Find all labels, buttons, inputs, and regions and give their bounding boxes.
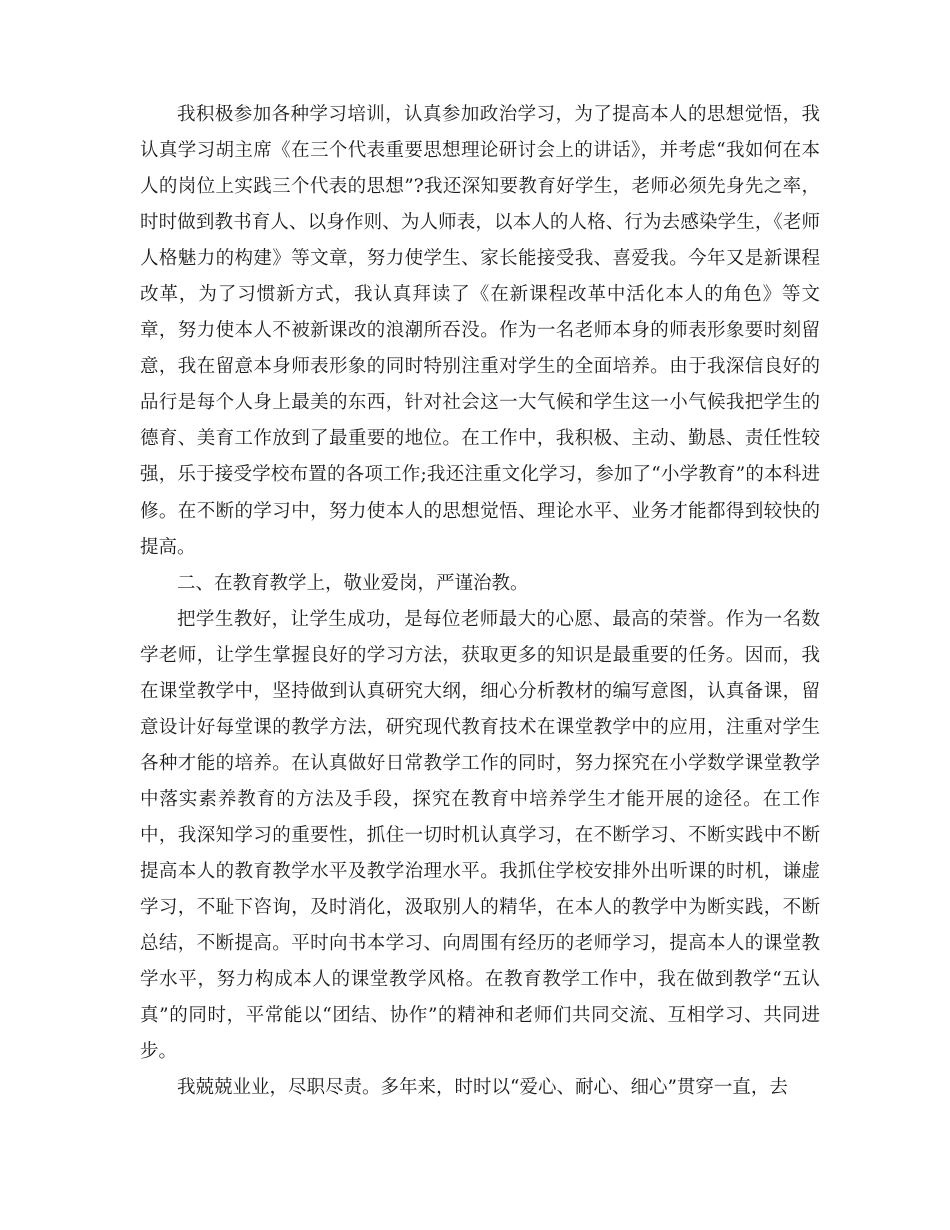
paragraph-teaching: 把学生教好，让学生成功，是每位老师最大的心愿、最高的荣誉。作为一名数学老师，让学生掌握良好的学习方法，获取更多的知识是最重要的任务。因而，我在课堂教学中，坚持做到认真研究大纲，细心分析教材的编写意图，认真备课，留意设计好每堂课的教学方法，研究现代教育技术在课堂教学中的应用，注重对学生各种才能的培养。在认真做好日常教学工作的同时，努力探究在小学数学课堂教学中落实素养教育的方法及手段，探究在教育中培养学生才能开展的途径。在工作中，我深知学习的重要性，抓住一切时机认真学习，在不断学习、不断实践中不断提高本人的教育教学水平及教学治理水平。我抓住学校安排外出听课的时机，谦虚学习，不耻下咨询，及时消化，汲取别人的精华，在本人的教学中为断实践，不断总结，不断提高。平时向书本学习、向周围有经历的老师学习，提高本人的课堂教学水平，努力构成本人的课堂教学风格。在教育教学工作中，我在做到教学“五认真”的同时，平常能以“团结、协作”的精神和老师们共同交流、互相学习、共同进步。 xyxy=(140,608,820,1063)
paragraph-diligence: 我兢兢业业，尽职尽责。多年来，时时以“爱心、耐心、细心”贯穿一直，去 xyxy=(177,1077,788,1099)
paragraph-study: 我积极参加各种学习培训，认真参加政治学习，为了提高本人的思想觉悟，我认真学习胡主席《在三个代表重要思想理论研讨会上的讲话》，并考虑“我如何在本人的岗位上实践三个代表的思想”?我还深知要教育好学生，老师必须先身先之率，时时做到教书育人、以身作则、为人师表，以本人的人格、行为去感染学生，《老师人格魅力的构建》等文章，努力使学生、家长能接受我、喜爱我。今年又是新课程改革，为了习惯新方式，我认真拜读了《在新课程改革中活化本人的角色》等文章，努力使本人不被新课改的浪潮所吞没。作为一名老师本身的师表形象要时刻留意，我在留意本身师表形象的同时特别注重对学生的全面培养。由于我深信良好的品行是每个人身上最美的东西，针对社会这一大气候和学生这一小气候我把学生的德育、美育工作放到了最重要的地位。在工作中，我积极、主动、勤恳、责任性较强，乐于接受学校布置的各项工作;我还注重文化学习，参加了“小学教育”的本科进修。在不断的学习中，努力使本人的思想觉悟、理论水平、业务才能都得到较快的提高。 xyxy=(140,104,820,558)
document-body xyxy=(140,97,820,1106)
section-heading-teaching: 二、在教育教学上，敬业爱岗，严谨治教。 xyxy=(177,572,529,594)
